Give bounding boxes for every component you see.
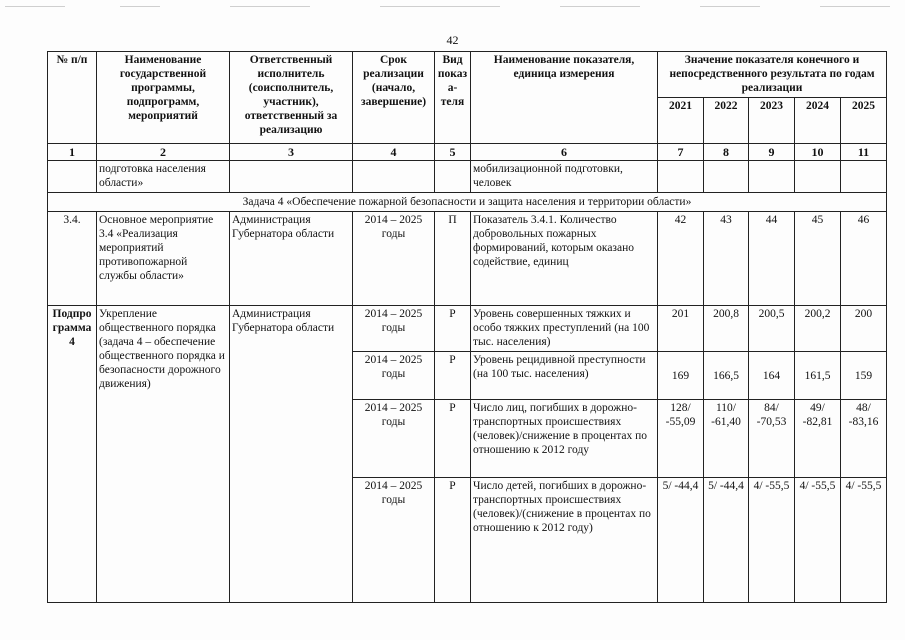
- scan-artifact-line: [380, 6, 500, 7]
- scan-artifact-line: [5, 6, 65, 7]
- subprogram-executor: Администрация Губернатора области: [230, 306, 353, 603]
- value-2025: 159: [841, 352, 887, 400]
- column-number: 11: [841, 144, 887, 161]
- value-2024: 161,5: [795, 352, 841, 400]
- header-name: Наименование государственной программы, подпрограмм, мероприятий: [97, 52, 230, 144]
- header-executor: Ответственный исполнитель (соисполнитель, участник), ответственный за реализацию: [230, 52, 353, 144]
- indicators-table: [47, 51, 887, 603]
- value-2024: 4/ -55,5: [795, 478, 841, 603]
- value-2021: 128/ -55,09: [658, 400, 704, 478]
- column-number: 6: [471, 144, 658, 161]
- header-values-title: Значение показателя конечного и непосредственного результата по годам реализации: [658, 52, 887, 98]
- subprogram-4-row-1: [48, 306, 887, 352]
- row-3-4: [48, 212, 887, 306]
- indicator-kind: Р: [435, 400, 471, 478]
- cell-empty: [658, 161, 704, 193]
- header-year: 2021: [658, 98, 704, 144]
- cell-empty: [841, 161, 887, 193]
- value-2024: 200,2: [795, 306, 841, 352]
- carry-indicator: мобилизационной подготовки, человек: [471, 161, 658, 193]
- value-2023: 44: [749, 212, 795, 306]
- column-number: 4: [353, 144, 435, 161]
- value-2025: 4/ -55,5: [841, 478, 887, 603]
- carry-name: подготовка населения области»: [97, 161, 230, 193]
- header-indicator: Наименование показателя, единица измерения: [471, 52, 658, 144]
- indicator-kind: Р: [435, 306, 471, 352]
- column-numbers-row: [48, 144, 887, 161]
- scan-artifact-line: [230, 6, 310, 7]
- carry-over-row: [48, 161, 887, 193]
- column-number: 1: [48, 144, 97, 161]
- column-number: 7: [658, 144, 704, 161]
- value-2023: 200,5: [749, 306, 795, 352]
- column-number: 10: [795, 144, 841, 161]
- value-2021: 201: [658, 306, 704, 352]
- indicator-kind: Р: [435, 352, 471, 400]
- term: 2014 – 2025 годы: [353, 478, 435, 603]
- value-2022: 5/ -44,4: [704, 478, 749, 603]
- value-2024: 49/ -82,81: [795, 400, 841, 478]
- header-num: № п/п: [48, 52, 97, 144]
- row-number: 3.4.: [48, 212, 97, 306]
- value-2022: 43: [704, 212, 749, 306]
- cell-empty: [704, 161, 749, 193]
- value-2022: 166,5: [704, 352, 749, 400]
- value-2022: 110/ -61,40: [704, 400, 749, 478]
- value-2025: 200: [841, 306, 887, 352]
- column-number: 2: [97, 144, 230, 161]
- task-4-title: Задача 4 «Обеспечение пожарной безопасности и защита населения и территории области»: [48, 193, 887, 212]
- cell-empty: [48, 161, 97, 193]
- indicator-name: Число детей, погибших в дорожно-транспортных происшествиях (человек)/(снижение в процентах по отношению к 2012 году): [471, 478, 658, 603]
- value-2023: 4/ -55,5: [749, 478, 795, 603]
- cell-empty: [435, 161, 471, 193]
- indicator-name: Уровень совершенных тяжких и особо тяжких преступлений (на 100 тыс. населения): [471, 306, 658, 352]
- term: 2014 – 2025 годы: [353, 400, 435, 478]
- cell-empty: [230, 161, 353, 193]
- cell-empty: [795, 161, 841, 193]
- indicator-name: Показатель 3.4.1. Количество добровольных пожарных формирований, которым оказано содействие, единиц: [471, 212, 658, 306]
- subprogram-name: Укрепление общественного порядка (задача 4 – обеспечение общественного порядка и безопасности дорожного движения): [97, 306, 230, 603]
- column-number: 9: [749, 144, 795, 161]
- header-year: 2023: [749, 98, 795, 144]
- scan-artifact-line: [820, 6, 890, 7]
- column-number: 5: [435, 144, 471, 161]
- term: 2014 – 2025 годы: [353, 212, 435, 306]
- indicator-kind: Р: [435, 478, 471, 603]
- indicator-name: Число лиц, погибших в дорожно-транспортных происшествиях (человек)/снижение в процентах по отношению к 2012 году: [471, 400, 658, 478]
- subprogram-number: Подпро грамма 4: [48, 306, 97, 603]
- scan-artifact-line: [700, 6, 760, 7]
- header-year: 2025: [841, 98, 887, 144]
- header-row: [48, 52, 887, 98]
- indicator-kind: П: [435, 212, 471, 306]
- value-2021: 42: [658, 212, 704, 306]
- value-2025: 48/ -83,16: [841, 400, 887, 478]
- value-2023: 164: [749, 352, 795, 400]
- header-kind: Вид показа-теля: [435, 52, 471, 144]
- column-number: 8: [704, 144, 749, 161]
- indicator-name: Уровень рецидивной преступности (на 100 тыс. населения): [471, 352, 658, 400]
- header-year: 2022: [704, 98, 749, 144]
- header-year: 2024: [795, 98, 841, 144]
- header-term: Срок реализации (начало, завершение): [353, 52, 435, 144]
- column-number: 3: [230, 144, 353, 161]
- cell-empty: [749, 161, 795, 193]
- scan-artifact-line: [560, 6, 640, 7]
- value-2023: 84/ -70,53: [749, 400, 795, 478]
- value-2025: 46: [841, 212, 887, 306]
- task-4-row: [48, 193, 887, 212]
- page-number: 42: [446, 33, 459, 47]
- cell-empty: [353, 161, 435, 193]
- value-2022: 200,8: [704, 306, 749, 352]
- scan-artifact-line: [120, 6, 160, 7]
- value-2021: 169: [658, 352, 704, 400]
- measure-name: Основное мероприятие 3.4 «Реализация мероприятий противопожарной службы области»: [97, 212, 230, 306]
- value-2024: 45: [795, 212, 841, 306]
- executor: Администрация Губернатора области: [230, 212, 353, 306]
- value-2021: 5/ -44,4: [658, 478, 704, 603]
- term: 2014 – 2025 годы: [353, 306, 435, 352]
- term: 2014 – 2025 годы: [353, 352, 435, 400]
